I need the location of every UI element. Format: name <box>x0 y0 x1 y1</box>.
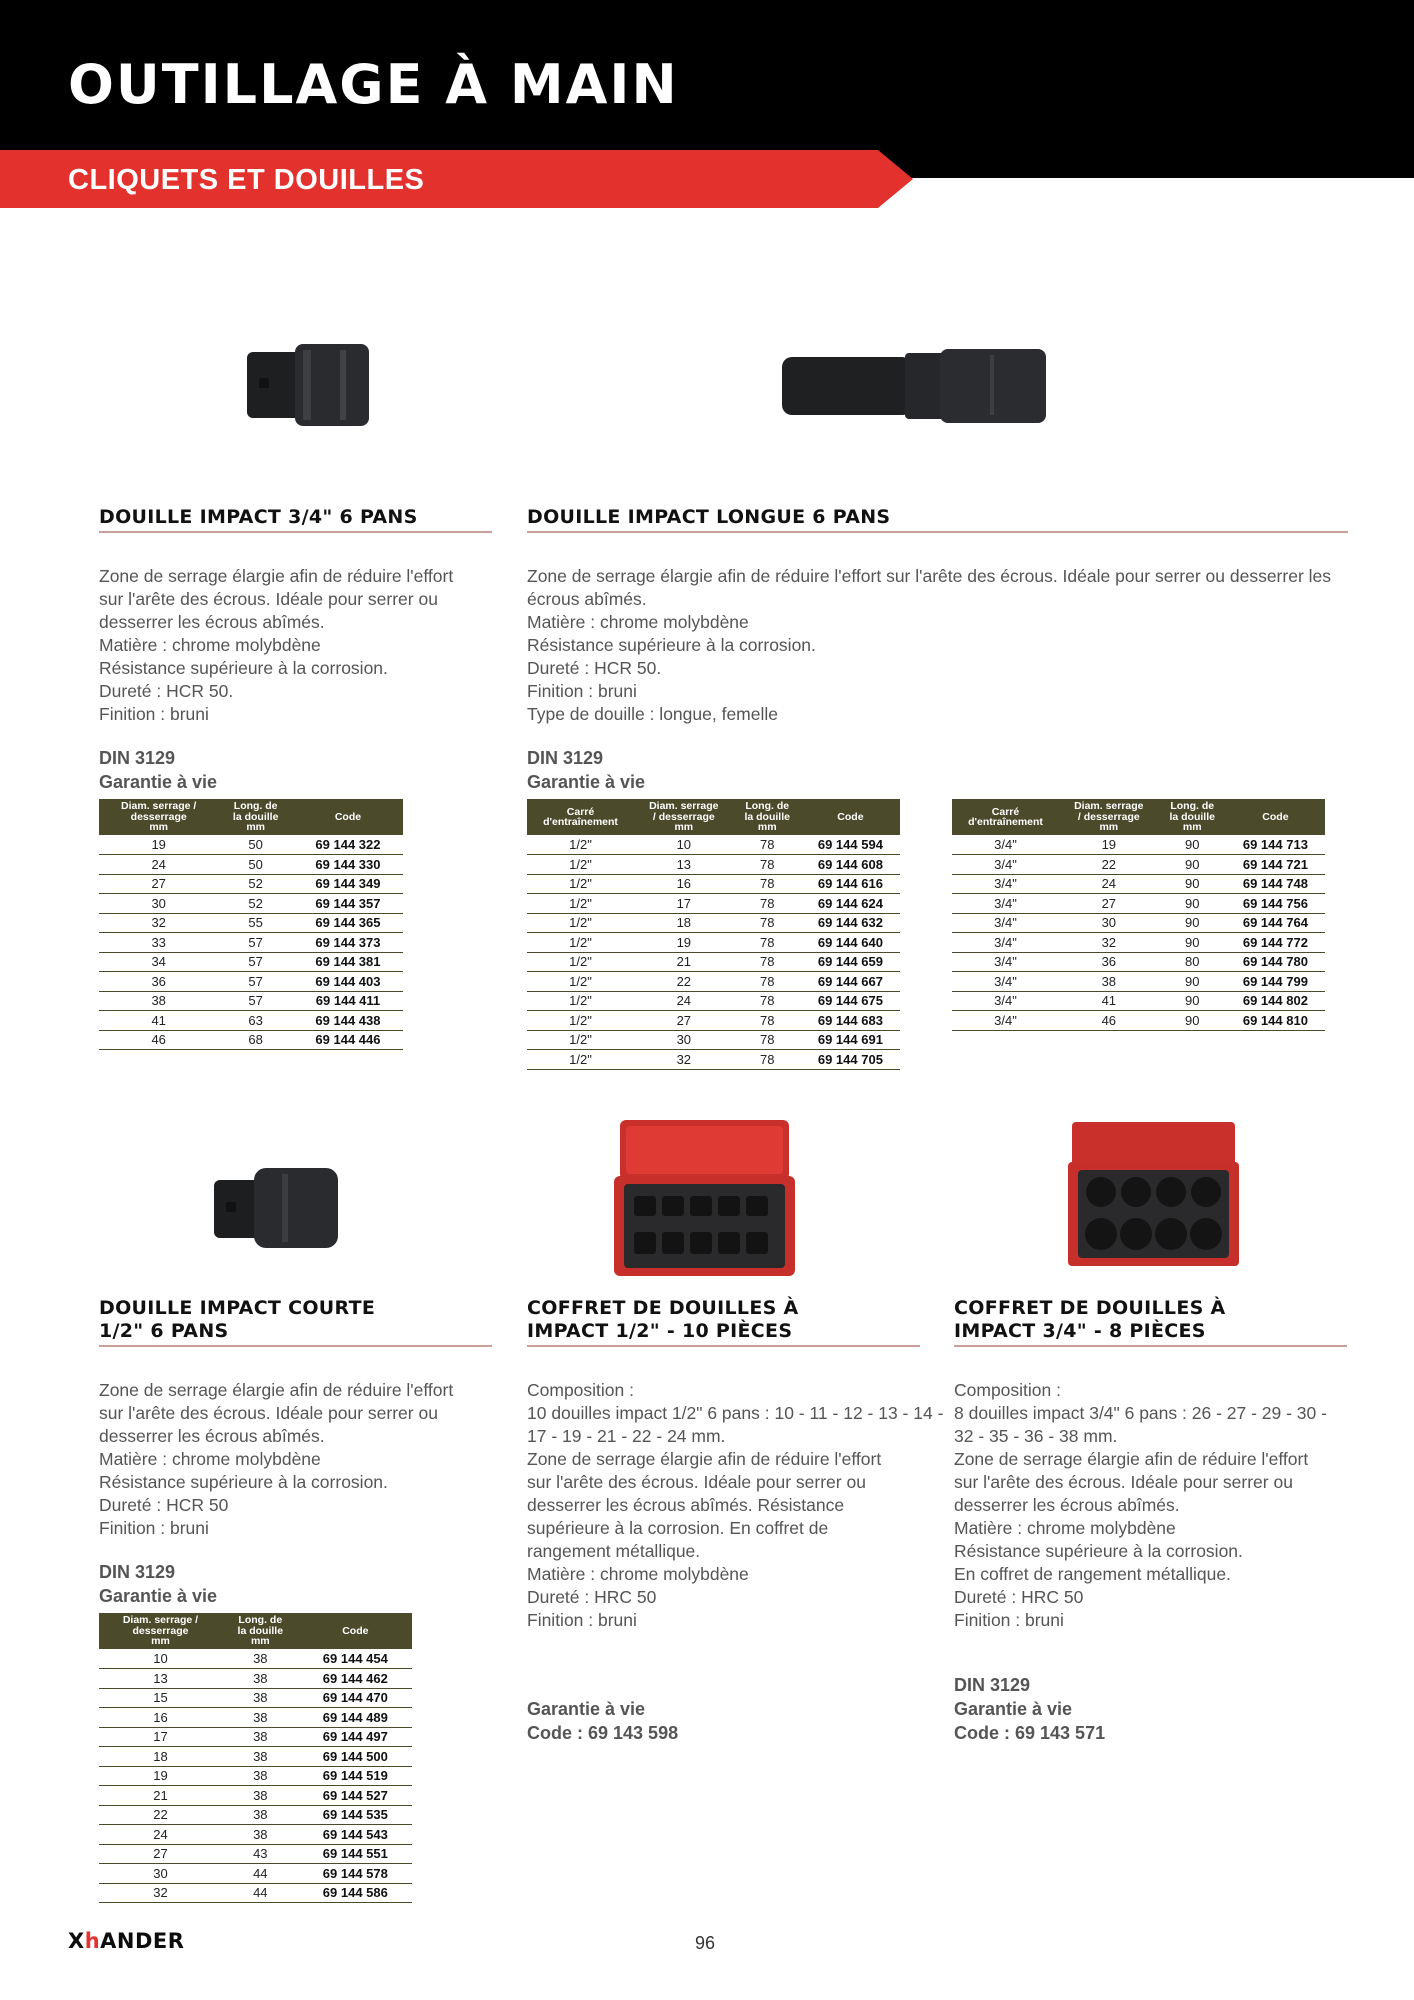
description-line: Dureté : HCR 50 <box>99 1495 229 1515</box>
description-line: rangement métallique. <box>527 1541 701 1561</box>
column-header: Long. de la douille mm <box>1159 799 1226 835</box>
product-title-line: COFFRET DE DOUILLES À <box>954 1297 1226 1319</box>
description-line: Composition : <box>954 1380 1061 1400</box>
description-line: sur l'arête des écrous. Idéale pour serrer ou <box>954 1472 1293 1492</box>
table-row: 3/4" 22 90 69 144 721 <box>952 855 1325 875</box>
table-row: 10 38 69 144 454 <box>99 1649 412 1669</box>
description-line: Résistance supérieure à la corrosion. <box>954 1541 1243 1561</box>
description-line: Matière : chrome molybdène <box>954 1518 1176 1538</box>
table-row: 1/2" 30 78 69 144 691 <box>527 1030 900 1050</box>
table-row: 32 55 69 144 365 <box>99 913 403 933</box>
brand-logo: XhANDER <box>68 1929 185 1953</box>
table-row: 3/4" 24 90 69 144 748 <box>952 874 1325 894</box>
product-meta <box>527 746 645 794</box>
product-description <box>527 1379 943 1632</box>
description-line: 8 douilles impact 3/4" 6 pans : 26 - 27 - 29 - 30 - <box>954 1403 1327 1423</box>
spec-table-3-4 <box>99 799 403 1050</box>
product-title <box>527 1297 920 1347</box>
column-header: Code <box>293 799 403 835</box>
product-title-line: IMPACT 3/4" - 8 PIÈCES <box>954 1320 1206 1342</box>
description-line: Matière : chrome molybdène <box>527 612 749 632</box>
case-three-quarter-image <box>1066 1120 1241 1270</box>
product-code: Code : 69 143 571 <box>954 1723 1106 1743</box>
warranty-label: Garantie à vie <box>527 1699 646 1719</box>
description-line: En coffret de rangement métallique. <box>954 1564 1231 1584</box>
description-line: sur l'arête des écrous. Idéale pour serrer ou <box>99 589 438 609</box>
long-impact-socket-image <box>780 345 1050 425</box>
product-meta <box>99 746 217 794</box>
description-line: Type de douille : longue, femelle <box>527 704 778 724</box>
table-row: 41 63 69 144 438 <box>99 1011 403 1031</box>
warranty-label: Garantie à vie <box>99 1586 218 1606</box>
spec-table-long-3-4 <box>952 799 1325 1031</box>
description-line: Composition : <box>527 1380 634 1400</box>
page-title: OUTILLAGE À MAIN <box>68 53 679 116</box>
spec-table-short <box>99 1613 412 1903</box>
description-line: desserrer les écrous abîmés. Résistance <box>527 1495 845 1515</box>
product-title-line: DOUILLE IMPACT 3/4" 6 PANS <box>99 506 418 528</box>
table-row: 30 44 69 144 578 <box>99 1864 412 1884</box>
table-row: 36 57 69 144 403 <box>99 972 403 992</box>
spec-table-long-1-2 <box>527 799 900 1070</box>
product-description <box>99 565 453 726</box>
table-row: 1/2" 10 78 69 144 594 <box>527 835 900 855</box>
column-header: Code <box>299 1613 412 1649</box>
table-row: 1/2" 27 78 69 144 683 <box>527 1011 900 1031</box>
column-header: Diam. serrage / desserrage mm <box>634 799 734 835</box>
warranty-label: Garantie à vie <box>527 772 646 792</box>
case-half-inch-image <box>612 1118 797 1280</box>
description-line: 32 - 35 - 36 - 38 mm. <box>954 1426 1118 1446</box>
column-header: Long. de la douille mm <box>218 799 293 835</box>
product-description <box>527 565 1331 726</box>
description-line: Finition : bruni <box>527 681 637 701</box>
table-row: 1/2" 32 78 69 144 705 <box>527 1050 900 1070</box>
description-line: Zone de serrage élargie afin de réduire l'effort <box>527 1449 882 1469</box>
column-header: Carré d'entraînement <box>527 799 634 835</box>
table-row: 38 57 69 144 411 <box>99 991 403 1011</box>
description-line: Zone de serrage élargie afin de réduire l'effort <box>99 566 454 586</box>
table-row: 30 52 69 144 357 <box>99 894 403 914</box>
table-row: 15 38 69 144 470 <box>99 1688 412 1708</box>
column-header: Carré d'entraînement <box>952 799 1059 835</box>
table-row: 27 43 69 144 551 <box>99 1844 412 1864</box>
description-line: Finition : bruni <box>954 1610 1064 1630</box>
table-row: 1/2" 16 78 69 144 616 <box>527 874 900 894</box>
table-row: 19 38 69 144 519 <box>99 1766 412 1786</box>
table-row: 13 38 69 144 462 <box>99 1669 412 1689</box>
table-row: 18 38 69 144 500 <box>99 1747 412 1767</box>
table-row: 24 50 69 144 330 <box>99 855 403 875</box>
norm-label: DIN 3129 <box>99 748 176 768</box>
description-line: écrous abîmés. <box>527 589 647 609</box>
product-title <box>99 506 492 533</box>
description-line: Dureté : HCR 50. <box>99 681 234 701</box>
product-meta <box>954 1673 1105 1745</box>
description-line: desserrer les écrous abîmés. <box>954 1495 1180 1515</box>
table-row: 3/4" 46 90 69 144 810 <box>952 1011 1325 1031</box>
description-line: desserrer les écrous abîmés. <box>99 1426 325 1446</box>
description-line: Dureté : HRC 50 <box>527 1587 657 1607</box>
product-title <box>527 506 1348 533</box>
description-line: Zone de serrage élargie afin de réduire l'effort <box>954 1449 1309 1469</box>
table-row: 16 38 69 144 489 <box>99 1708 412 1728</box>
product-meta <box>99 1560 217 1608</box>
description-line: 10 douilles impact 1/2" 6 pans : 10 - 11 - 12 - 13 - 14 - <box>527 1403 944 1423</box>
description-line: 17 - 19 - 21 - 22 - 24 mm. <box>527 1426 726 1446</box>
norm-label: DIN 3129 <box>99 1562 176 1582</box>
description-line: Finition : bruni <box>99 1518 209 1538</box>
section-title: CLIQUETS ET DOUILLES <box>68 164 425 196</box>
column-header: Code <box>1226 799 1325 835</box>
table-row: 1/2" 17 78 69 144 624 <box>527 894 900 914</box>
column-header: Code <box>801 799 900 835</box>
description-line: Dureté : HCR 50. <box>527 658 662 678</box>
product-title-line: IMPACT 1/2" - 10 PIÈCES <box>527 1320 793 1342</box>
norm-label: DIN 3129 <box>954 1675 1031 1695</box>
table-row: 3/4" 41 90 69 144 802 <box>952 991 1325 1011</box>
product-title-line: DOUILLE IMPACT COURTE <box>99 1297 376 1319</box>
description-line: desserrer les écrous abîmés. <box>99 612 325 632</box>
description-line: Finition : bruni <box>99 704 209 724</box>
table-row: 1/2" 21 78 69 144 659 <box>527 952 900 972</box>
warranty-label: Garantie à vie <box>954 1699 1073 1719</box>
table-row: 27 52 69 144 349 <box>99 874 403 894</box>
description-line: Zone de serrage élargie afin de réduire l'effort <box>99 1380 454 1400</box>
product-title-line: DOUILLE IMPACT LONGUE 6 PANS <box>527 506 891 528</box>
table-row: 22 38 69 144 535 <box>99 1805 412 1825</box>
description-line: Matière : chrome molybdène <box>99 1449 321 1469</box>
product-title-line: COFFRET DE DOUILLES À <box>527 1297 799 1319</box>
description-line: Matière : chrome molybdène <box>527 1564 749 1584</box>
table-row: 1/2" 18 78 69 144 632 <box>527 913 900 933</box>
product-meta <box>527 1697 678 1745</box>
table-row: 34 57 69 144 381 <box>99 952 403 972</box>
column-header: Diam. serrage / desserrage mm <box>1059 799 1159 835</box>
description-line: sur l'arête des écrous. Idéale pour serrer ou <box>99 1403 438 1423</box>
column-header: Long. de la douille mm <box>734 799 801 835</box>
product-code: Code : 69 143 598 <box>527 1723 679 1743</box>
product-description <box>954 1379 1327 1632</box>
description-line: Résistance supérieure à la corrosion. <box>99 658 388 678</box>
table-row: 21 38 69 144 527 <box>99 1786 412 1806</box>
impact-socket-image <box>245 340 375 430</box>
table-row: 17 38 69 144 497 <box>99 1727 412 1747</box>
table-row: 3/4" 30 90 69 144 764 <box>952 913 1325 933</box>
table-row: 24 38 69 144 543 <box>99 1825 412 1845</box>
product-title-line: 1/2" 6 PANS <box>99 1320 229 1342</box>
table-row: 1/2" 24 78 69 144 675 <box>527 991 900 1011</box>
product-title <box>954 1297 1347 1347</box>
table-row: 3/4" 32 90 69 144 772 <box>952 933 1325 953</box>
description-line: Finition : bruni <box>527 1610 637 1630</box>
column-header: Diam. serrage / desserrage mm <box>99 799 218 835</box>
description-line: Résistance supérieure à la corrosion. <box>99 1472 388 1492</box>
description-line: supérieure à la corrosion. En coffret de <box>527 1518 829 1538</box>
table-row: 1/2" 22 78 69 144 667 <box>527 972 900 992</box>
description-line: Résistance supérieure à la corrosion. <box>527 635 816 655</box>
description-line: sur l'arête des écrous. Idéale pour serrer ou <box>527 1472 866 1492</box>
table-row: 3/4" 36 80 69 144 780 <box>952 952 1325 972</box>
product-title <box>99 1297 492 1347</box>
table-row: 1/2" 19 78 69 144 640 <box>527 933 900 953</box>
table-row: 33 57 69 144 373 <box>99 933 403 953</box>
column-header: Long. de la douille mm <box>222 1613 299 1649</box>
norm-label: DIN 3129 <box>527 748 604 768</box>
warranty-label: Garantie à vie <box>99 772 218 792</box>
table-row: 1/2" 13 78 69 144 608 <box>527 855 900 875</box>
table-row: 32 44 69 144 586 <box>99 1883 412 1903</box>
table-row: 3/4" 19 90 69 144 713 <box>952 835 1325 855</box>
table-row: 19 50 69 144 322 <box>99 835 403 855</box>
short-impact-socket-image <box>212 1162 342 1252</box>
description-line: Dureté : HRC 50 <box>954 1587 1084 1607</box>
description-line: Matière : chrome molybdène <box>99 635 321 655</box>
table-row: 46 68 69 144 446 <box>99 1030 403 1050</box>
description-line: Zone de serrage élargie afin de réduire l'effort sur l'arête des écrous. Idéale pour serrer ou desserrer les <box>527 566 1332 586</box>
table-row: 3/4" 38 90 69 144 799 <box>952 972 1325 992</box>
page-number: 96 <box>695 1933 716 1953</box>
column-header: Diam. serrage / desserrage mm <box>99 1613 222 1649</box>
table-row: 3/4" 27 90 69 144 756 <box>952 894 1325 914</box>
product-description <box>99 1379 453 1540</box>
